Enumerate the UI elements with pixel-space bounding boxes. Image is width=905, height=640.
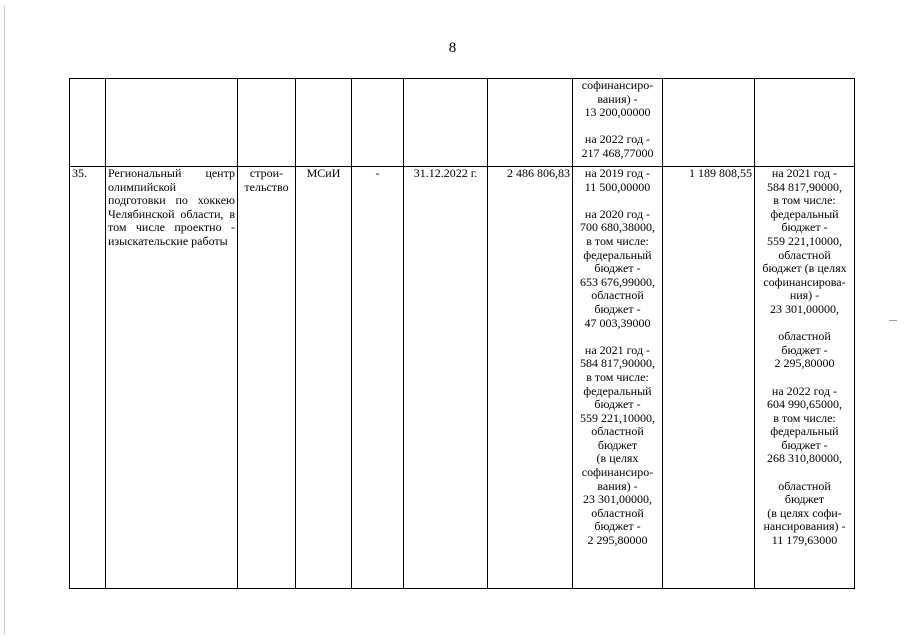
- cell-empty: [488, 79, 573, 167]
- cell-total-cost: 2 486 806,83: [488, 167, 573, 589]
- cell-deadline: 31.12.2022 г.: [404, 167, 488, 589]
- cell-empty: [352, 79, 404, 167]
- scan-edge-mark: [889, 320, 897, 321]
- cell-financing-remaining: на 2021 год - 584 817,90000, в том числе: федеральный бюджет - 559 221,10000, областной бюджет (в целях софинансирова- ния) - 23 301,00000, областной бюджет - 2 295,80000 на 2022 год - 604 990,65000, в том числе: федеральный бюджет - 268 310,80000, областной бюджет (в целях софи- нансирования) - 11 179,63000: [755, 167, 855, 589]
- cell-financing-continuation: софинансиро- вания) - 13 200,00000 на 2022 год - 217 468,77000: [573, 79, 663, 167]
- cell-amount: 1 189 808,55: [663, 167, 755, 589]
- cell-empty: [296, 79, 352, 167]
- cell-empty: [755, 79, 855, 167]
- cell-work-type: строи- тельство: [238, 167, 296, 589]
- cell-empty: [238, 79, 296, 167]
- cell-empty: [106, 79, 238, 167]
- cell-row-number: 35.: [70, 167, 106, 589]
- cell-object-name: Региональный центр олимпийской подготовки по хоккею Челябинской области, в том числе проектно - изыскательские работы: [106, 167, 238, 589]
- table-row-35: [70, 167, 855, 589]
- cell-empty: [404, 79, 488, 167]
- cell-empty: [663, 79, 755, 167]
- cell-dash: -: [352, 167, 404, 589]
- cell-financing-by-year: на 2019 год - 11 500,00000 на 2020 год - 700 680,38000, в том числе: федеральный бюджет - 653 676,99000, областной бюджет - 47 003,39000 на 2021 год - 584 817,90000, в том числе: федеральный бюджет - 559 221,10000, областной бюджет (в целях софинансиро- вания) - 23 301,00000, областной бюджет - 2 295,80000: [573, 167, 663, 589]
- cell-agency: МСиИ: [296, 167, 352, 589]
- scan-edge-line: [4, 6, 5, 634]
- investment-table: [69, 78, 855, 589]
- cell-empty: [70, 79, 106, 167]
- page-number: 8: [448, 40, 457, 56]
- table-row-continuation: [70, 79, 855, 167]
